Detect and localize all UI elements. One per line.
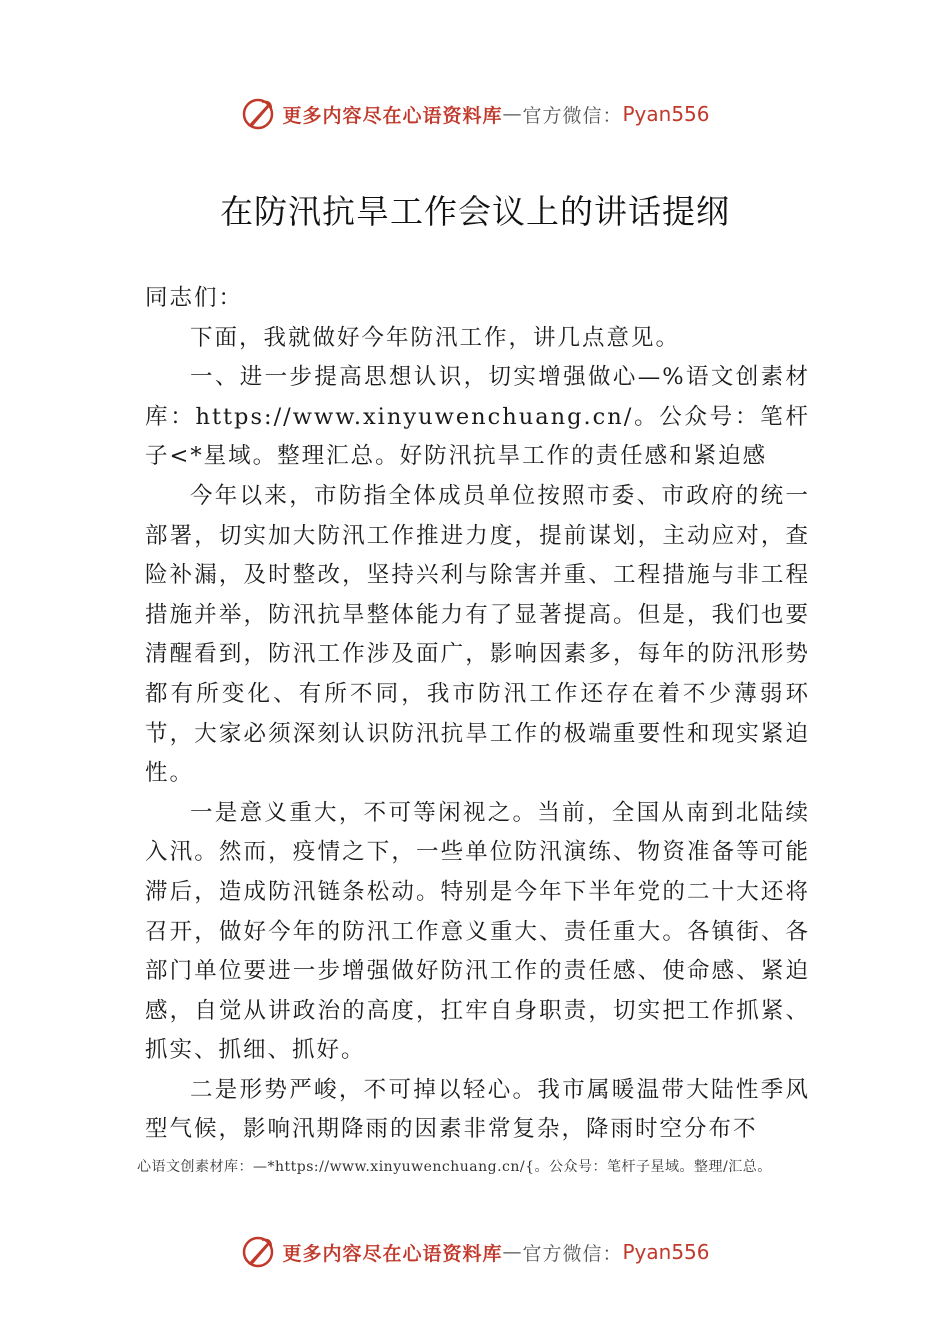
banner-wechat-label: 官方微信： xyxy=(522,104,623,127)
paragraph: 二是形势严峻，不可掉以轻心。我市属暖温带大陆性季风型气候，影响汛期降雨的因素非常复杂，降雨时空分布不 xyxy=(145,1076,810,1143)
paragraph: 下面，我就做好今年防汛工作，讲几点意见。 xyxy=(190,324,681,351)
header-banner xyxy=(0,94,950,134)
banner-separator: — xyxy=(502,103,523,125)
banner-brand-text: 更多内容尽在心语资料库 xyxy=(282,104,503,127)
quill-pen-logo-icon xyxy=(240,96,276,132)
section-heading: 一、进一步提高思想认识，切实增强做心—%语文创素材库：https://www.xinyuwenchuang.cn/。公众号：笔杆子<*星域。整理汇总。好防汛抗旱工作的责任感和紧迫感 xyxy=(145,364,810,470)
document-title: 在防汛抗旱工作会议上的讲话提纲 xyxy=(220,192,730,231)
banner-wechat-id: Pyan556 xyxy=(622,1240,710,1264)
footer-banner xyxy=(0,1232,950,1272)
footnote: 心语文创素材库：—*https://www.xinyuwenchuang.cn/{。公众号：笔杆子星域。整理/汇总。 xyxy=(137,1159,772,1175)
salutation: 同志们： xyxy=(145,285,244,311)
banner-separator: — xyxy=(502,1241,523,1263)
quill-pen-logo-icon xyxy=(240,1234,276,1270)
banner-wechat-label: 官方微信： xyxy=(522,1242,623,1265)
banner-brand-text: 更多内容尽在心语资料库 xyxy=(282,1242,503,1265)
banner-wechat-id: Pyan556 xyxy=(622,102,710,126)
document-body xyxy=(145,279,810,1150)
paragraph: 今年以来，市防指全体成员单位按照市委、市政府的统一部署，切实加大防汛工作推进力度，提前谋划，主动应对，查险补漏，及时整改，坚持兴利与除害并重、工程措施与非工程措施并举，防汛抗旱整体能力有了显著提高。但是，我们也要清醒看到，防汛工作涉及面广，影响因素多，每年的防汛形势都有所变化、有所不同，我市防汛工作还存在着不少薄弱环节，大家必须深刻认识防汛抗旱工作的极端重要性和现实紧迫性。 xyxy=(145,482,810,787)
paragraph: 一是意义重大，不可等闲视之。当前，全国从南到北陆续入汛。然而，疫情之下，一些单位防汛演练、物资准备等可能滞后，造成防汛链条松动。特别是今年下半年党的二十大还将召开，做好今年的防汛工作意义重大、责任重大。各镇街、各部门单位要进一步增强做好防汛工作的责任感、使命感、紧迫感，自觉从讲政治的高度，扛牢自身职责，切实把工作抓紧、抓实、抓细、抓好。 xyxy=(145,799,810,1064)
